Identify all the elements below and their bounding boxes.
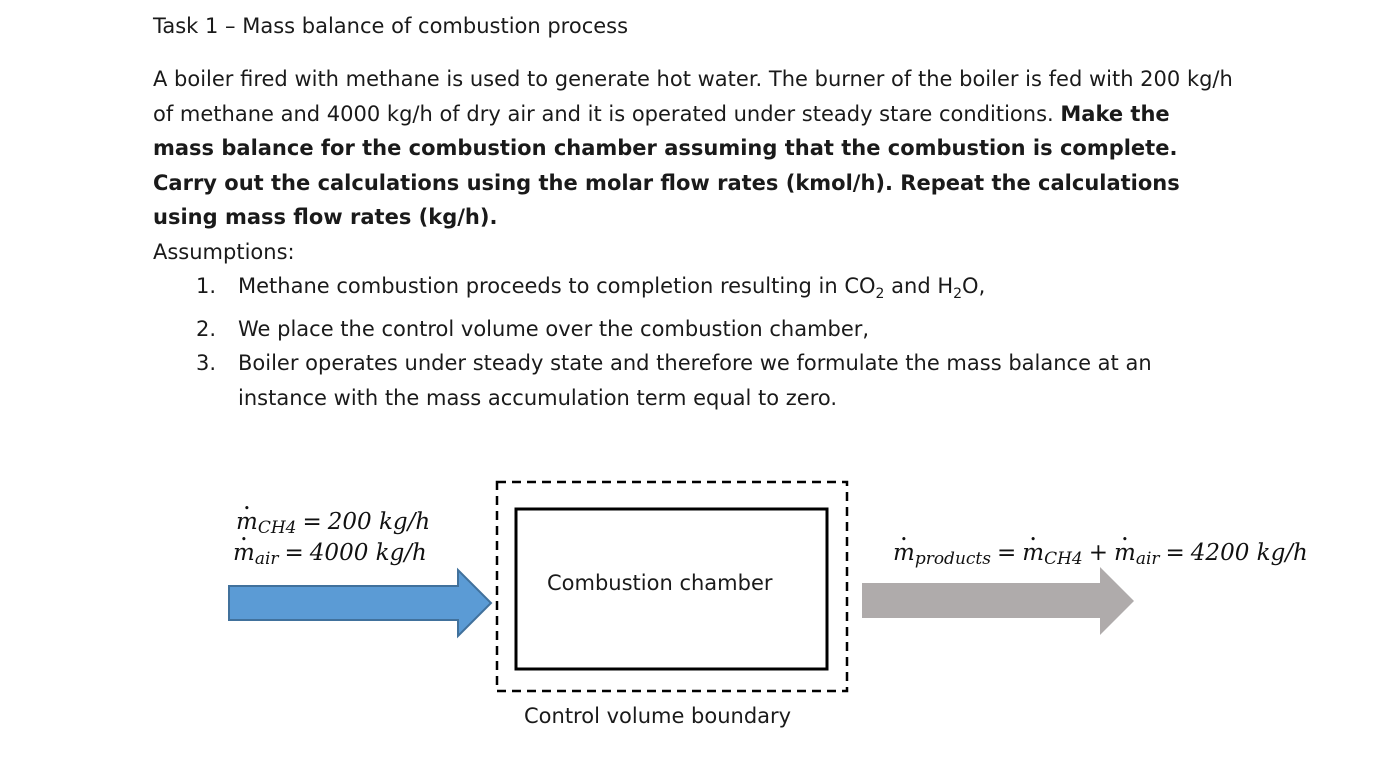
list-text: Boiler operates under steady state and therefore we formulate the mass balance at an instance with the mass accumulation term equal to zero. [238, 351, 1152, 410]
control-volume-label: Control volume boundary [524, 704, 792, 728]
list-text: Methane combustion proceeds to completion resulting in $CO_2$ and $H_2O$, [238, 274, 986, 303]
outlet-products-flow-equation: • $m_{products}$ =• $m_{CH4}$ +• $m_{air} = 4200$ kg/h [893, 538, 1308, 574]
list-number: 2. [196, 316, 217, 341]
outlet-arrow [862, 567, 1134, 635]
list-number: 1. [196, 274, 217, 298]
list-number: 3. [196, 351, 217, 376]
list-text: We place the control volume over the combustion chamber, [238, 316, 870, 341]
problem-text: A boiler fired with methane is used to generate hot water. The burner of the boiler is fed with 200 kg/h of methane and 4000 kg/h of dry air and it is operated under steady stare conditions. [153, 67, 1233, 126]
combustion-chamber-label: Combustion chamber [547, 571, 773, 595]
inlet-ch4-flow-equation: • $m_{CH4} = 200$ kg/h [236, 507, 430, 543]
problem-instructions-bold: Make the mass balance for the combustion chamber assuming that the combustion is complete. Carry out the calculations using the molar flow rates (kmol/h). Repeat the calculations using mass flow rates (kg/h). [153, 101, 1180, 230]
assumptions-heading: Assumptions: [153, 240, 295, 264]
task-title: Task 1 – Mass balance of combustion process [153, 14, 629, 38]
inlet-arrow [229, 570, 491, 636]
inlet-air-flow-equation: • $m_{air} = 4000$ kg/h [233, 538, 427, 574]
